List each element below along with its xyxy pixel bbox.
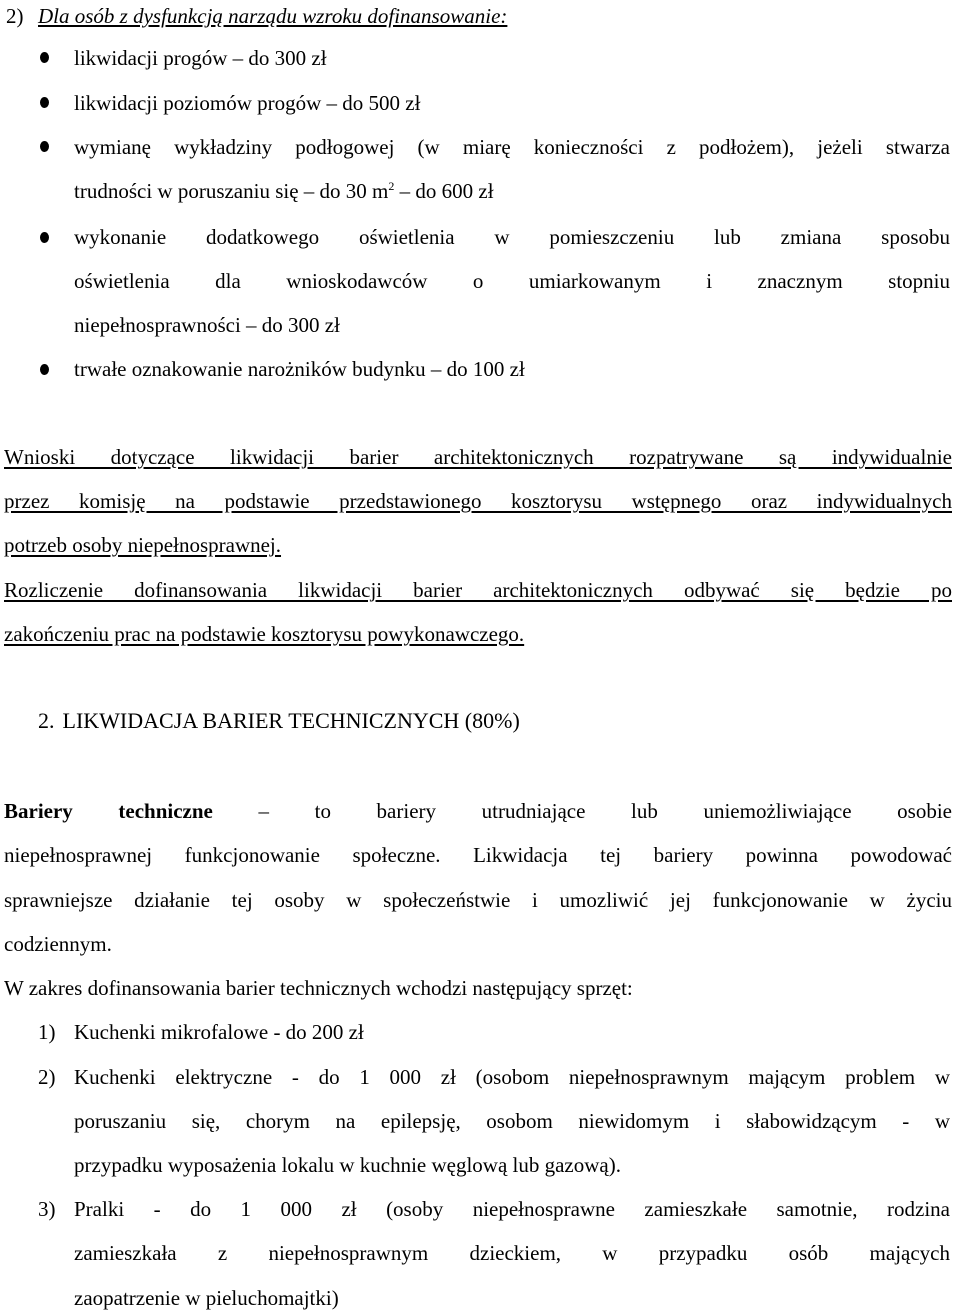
note-line: potrzeb osoby niepełnosprawnej. [4, 533, 282, 557]
definition-line: niepełnosprawnej funkcjonowanie społeczne. Likwidacja tej bariery powinna powodować [4, 843, 952, 867]
note-line: Rozliczenie dofinansowania likwidacji barier architektonicznych odbywać się będzie po [4, 578, 952, 602]
heading-number: 2. [38, 708, 55, 733]
bullet-item-line: wymianę wykładziny podłogowej (w miarę konieczności z podłożem), jeżeli stwarza [74, 135, 950, 159]
list-item-line: zamieszkała z niepełnosprawnym dzieckiem, w przypadku osób mających [74, 1241, 950, 1265]
bullet-dot-icon [40, 97, 49, 108]
bullet-item-line: wykonanie dodatkowego oświetlenia w pomieszczeniu lub zmiana sposobu [74, 225, 950, 249]
note-line: przez komisję na podstawie przedstawionego kosztorysu wstępnego oraz indywidualnych [4, 489, 952, 513]
bullet-dot-icon [40, 364, 49, 375]
note-line: zakończeniu prac na podstawie kosztorysu powykonawczego. [4, 622, 525, 646]
list-item-line: poruszaniu się, chorym na epilepsję, osobom niewidomym i słabowidzącym - w [74, 1109, 950, 1133]
list-item-line: zaopatrzenie w pieluchomajtki) [74, 1286, 339, 1310]
section-number: 2) [6, 4, 24, 28]
item-number: 1) [38, 1020, 56, 1044]
definition-line: codziennym. [4, 932, 112, 956]
list-item-line: Kuchenki elektryczne - do 1 000 zł (osobom niepełnosprawnym mającym problem w [74, 1065, 950, 1089]
definition-text: – to bariery utrudniające lub uniemożliwiające osobie [258, 799, 952, 823]
bullet-text: trudności w poruszaniu się – do 30 m [74, 179, 389, 203]
bullet-item: likwidacji poziomów progów – do 500 zł [74, 91, 421, 115]
list-item-line: Pralki - do 1 000 zł (osoby niepełnosprawne zamieszkałe samotnie, rodzina [74, 1197, 950, 1221]
item-number: 3) [38, 1197, 56, 1221]
scope-text: W zakres dofinansowania barier technicznych wchodzi następujący sprzęt: [4, 976, 633, 1000]
section-title: Dla osób z dysfunkcją narządu wzroku dofinansowanie: [38, 4, 508, 28]
definition-line: sprawniejsze działanie tej osoby w społeczeństwie i umozliwić jej funkcjonowanie w życiu [4, 888, 952, 912]
bullet-item-line: niepełnosprawności – do 300 zł [74, 313, 340, 337]
note-line: Wnioski dotyczące likwidacji barier architektonicznych rozpatrywane są indywidualnie [4, 445, 952, 469]
section-heading [38, 707, 520, 735]
item-number: 2) [38, 1065, 56, 1089]
list-item: Kuchenki mikrofalowe - do 200 zł [74, 1020, 364, 1044]
heading-title: LIKWIDACJA BARIER TECHNICZNYCH (80%) [62, 708, 520, 733]
bullet-item-line [74, 177, 950, 205]
bullet-dot-icon [40, 52, 49, 63]
bullet-item: trwałe oznakowanie narożników budynku – do 100 zł [74, 357, 525, 381]
bullet-item: likwidacji progów – do 300 zł [74, 46, 327, 70]
bullet-dot-icon [40, 232, 49, 243]
list-item-line: przypadku wyposażenia lokalu w kuchnie węglową lub gazową). [74, 1153, 621, 1177]
superscript: 2 [388, 179, 395, 193]
bullet-dot-icon [40, 141, 49, 152]
definition-term: Bariery techniczne [4, 799, 213, 823]
bullet-text: – do 600 zł [394, 179, 494, 203]
bullet-item-line: oświetlenia dla wnioskodawców o umiarkowanym i znacznym stopniu [74, 269, 950, 293]
definition-line [4, 797, 952, 825]
